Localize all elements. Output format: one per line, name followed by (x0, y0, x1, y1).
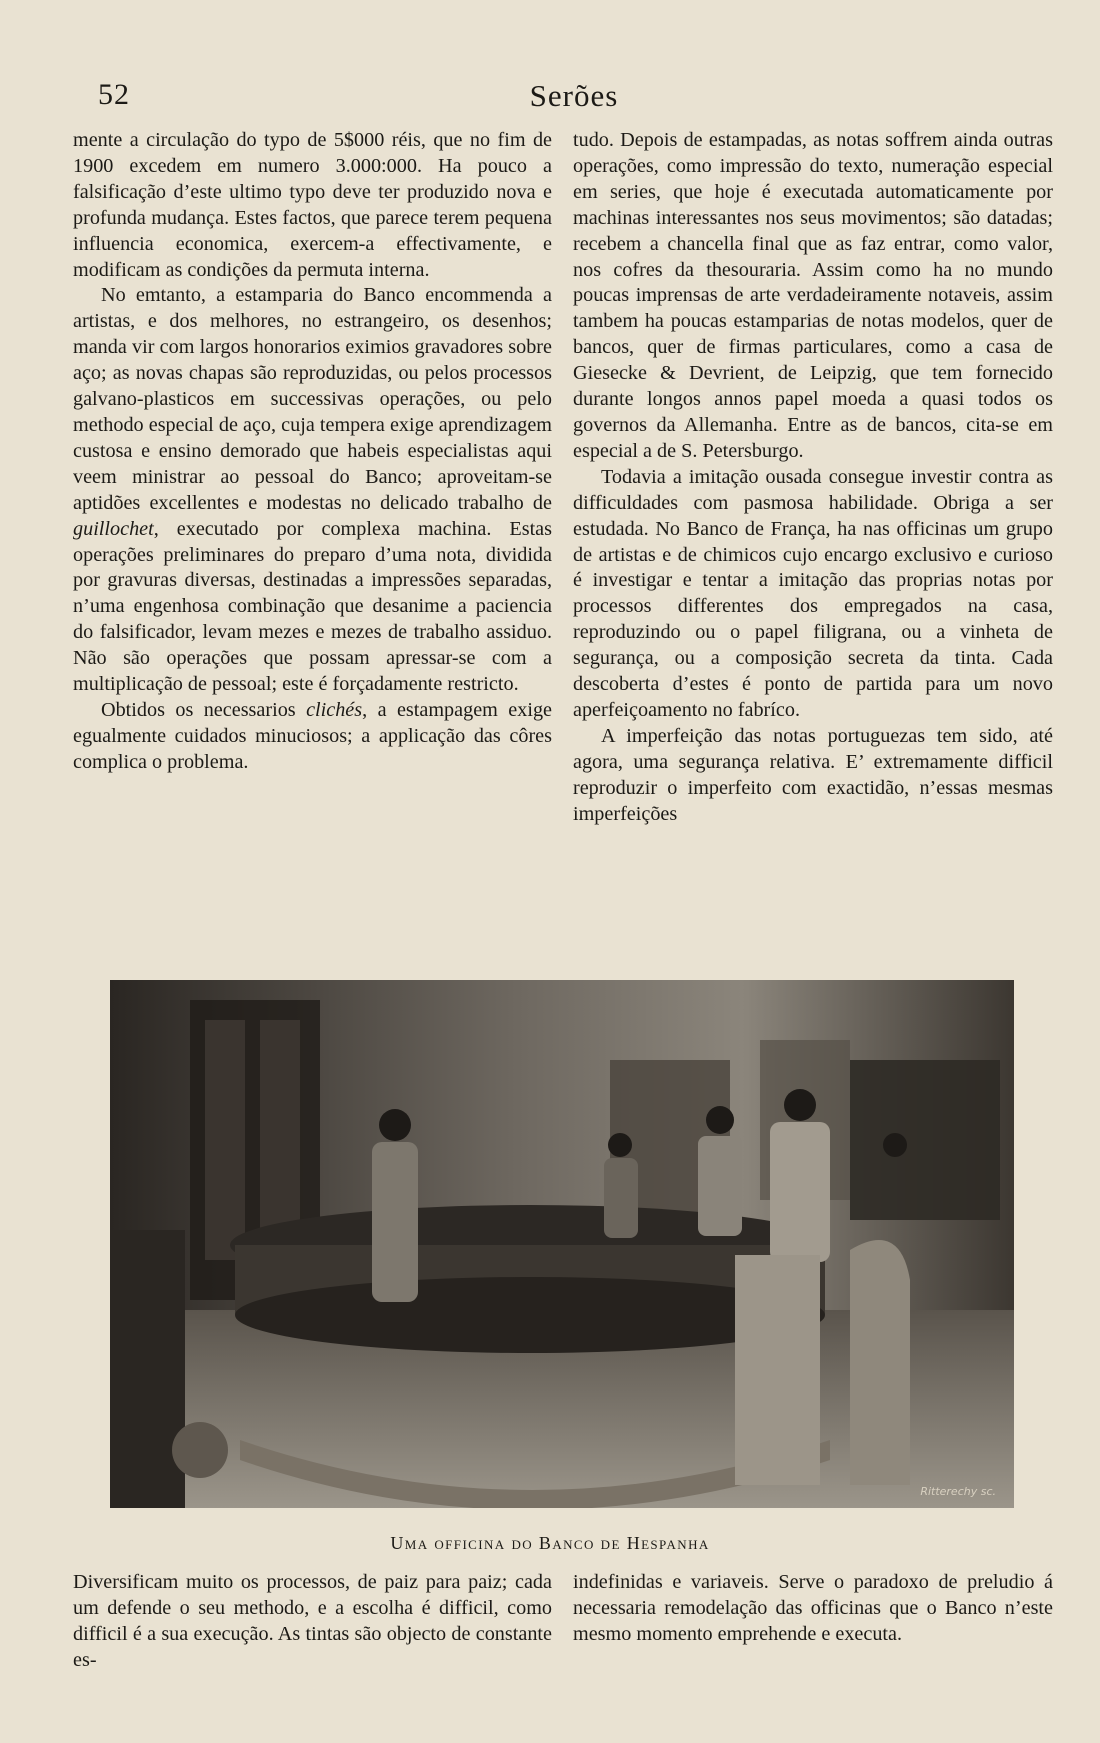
running-title: Serões (529, 78, 619, 113)
page-header (98, 78, 1050, 118)
text-column-right-bottom (573, 1570, 1053, 1648)
text-column-left-top (73, 128, 552, 776)
text-column-left-bottom (73, 1570, 552, 1674)
paragraph: tudo. Depois de estampadas, as notas soffrem ainda outras operações, como impressão do texto, numeração especial em series, que hoje é executada automaticamente por machinas interessantes nos seus movimentos; são datadas; recebem a chancella final que as faz entrar, como valor, nos cofres da thesouraria. Assim como ha no mundo poucas imprensas de arte verdadeiramente notaveis, assim tambem ha poucas estamparias de notas modelos, quer de bancos, quer de firmas particulares, como a casa de Giesecke & Devrient, de Leipzig, que tem fornecido durante longos annos papel moeda a quasi todos os governos da Allemanha. Entre as de bancos, cita-se em especial a de S. Petersburgo. (573, 129, 1053, 462)
figure-caption: Uma officina do Banco de Hespanha (390, 1533, 710, 1553)
paragraph: No emtanto, a estamparia do Banco encommenda a artistas, e dos melhores, no estrangeiro, os desenhos; manda vir com largos honorarios eximios gravadores sobre aço; as novas chapas são reproduzidas, ou pelos processos galvano-plasticos em successivas operações, ou pelo methodo especial de aço, cuja tempera exige aprendizagem custosa e ensino demorado que habeis especialistas aqui veem ministrar ao pessoal do Banco; aproveitam-se aptidões excellentes e modestas no delicado trabalho de guillochet, executado por complexa machina. Estas operações preliminares do preparo d’uma nota, dividida por gravuras diversas, destinadas a impressões separadas, n’uma engenhosa combinação que desanime a paciencia do falsificador, levam mezes e mezes de trabalho assiduo. Não são operações que possam apressar-se com a multiplicação de pessoal; este é forçadamente restricto. (73, 284, 552, 696)
paragraph: Obtidos os necessarios clichés, a estampagem exige egualmente cuidados minuciosos; a applicação das côres complica o problema. (73, 698, 552, 773)
illustration-workshop (110, 980, 1014, 1508)
paragraph: mente a circulação do typo de 5$000 réis, que no fim de 1900 excedem em numero 3.000:000. Ha pouco a falsificação d’este ultimo typo deve ter produzido nova e profunda mudança. Estes factos, que parece terem pequena influencia economica, exercem-a effectivamente, e modificam as condições da permuta interna. (73, 129, 552, 281)
text-column-right-top (573, 128, 1053, 827)
paragraph: Diversificam muito os processos, de paiz para paiz; cada um defende o seu methodo, e a escolha é difficil, como difficil é a sua execução. As tintas são objecto de constante es- (73, 1571, 552, 1671)
paragraph: Todavia a imitação ousada consegue investir contra as difficuldades com pasmosa habilidade. Obriga a ser estudada. No Banco de França, ha nas officinas um grupo de artistas e de chimicos cujo encargo exclusivo e curioso é investigar e tentar a imitação das proprias notas por processos differentes dos empregados na casa, reproduzindo ou o papel filigrana, ou a vinheta de segurança, ou a composição secreta da tinta. Cada descoberta d’estes é ponto de partida para um novo aperfeiçoamento no fabríco. (573, 465, 1053, 721)
paragraph: indefinidas e variaveis. Serve o paradoxo de preludio á necessaria remodelação das officinas que o Banco n’este mesmo momento emprehende e executa. (573, 1571, 1053, 1645)
page-number: 52 (98, 78, 130, 111)
paragraph: A imperfeição das notas portuguezas tem sido, até agora, uma segurança relativa. E’ extremamente difficil reproduzir o imperfeito com exactidão, n’essas mesmas imperfeições (573, 724, 1053, 825)
workshop-engraving-image (110, 980, 1014, 1508)
engraver-signature: Ritterechy sc. (920, 1485, 996, 1498)
